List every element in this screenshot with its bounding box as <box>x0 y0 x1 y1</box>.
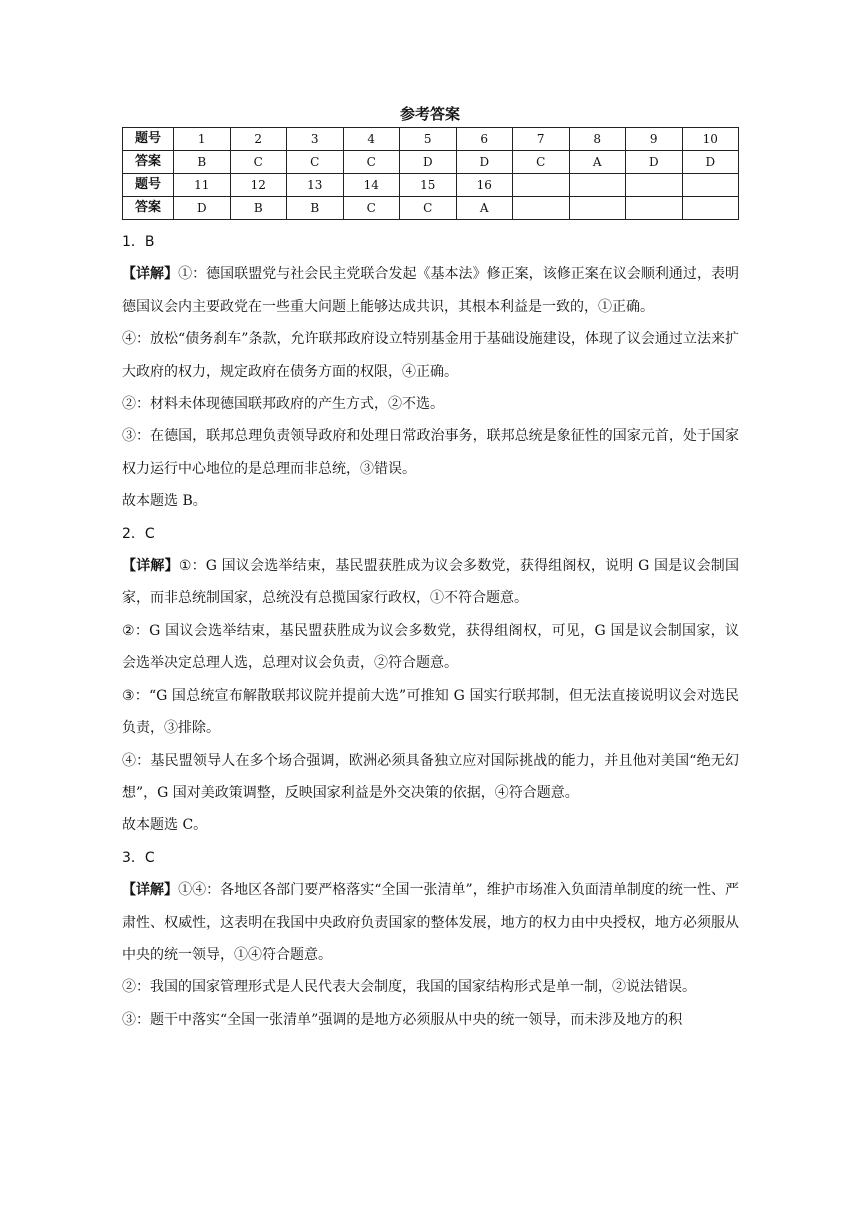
q1-heading: 1．B <box>122 234 155 250</box>
table-cell: 6 <box>456 128 513 151</box>
q2-conclusion: 故本题选 C。 <box>122 817 208 834</box>
table-row <box>123 151 739 174</box>
table-row <box>123 197 739 220</box>
table-cell: 13 <box>287 174 344 197</box>
q3-para1 <box>122 874 739 971</box>
table-cell: 9 <box>626 128 683 151</box>
table-row <box>123 128 739 151</box>
table-cell <box>569 197 626 220</box>
q2-heading: 2．C <box>122 525 155 542</box>
table-cell: D <box>456 151 513 174</box>
table-cell: 11 <box>174 174 231 197</box>
q1-para1 <box>122 258 739 323</box>
q1-para4: ③：在德国，联邦总理负责领导政府和处理日常政治事务，联邦总统是象征性的国家元首，处于国家权力运行中心地位的是总理而非总统，③错误。 <box>122 428 739 477</box>
q3-para2: ②：我国的国家管理形式是人民代表大会制度，我国的国家结构形式是单一制，②说法错误。 <box>122 979 696 996</box>
table-cell <box>513 174 570 197</box>
table-cell: B <box>230 197 287 220</box>
table-cell: C <box>400 197 457 220</box>
q2-para4: ④：基民盟领导人在多个场合强调，欧洲必须具备独立应对国际挑战的能力，并且他对美国“绝无幻想”，G 国对美政策调整，反映国家利益是外交决策的依据，④符合题意。 <box>122 752 739 801</box>
table-cell: 16 <box>456 174 513 197</box>
table-cell: C <box>513 151 570 174</box>
table-cell: 12 <box>230 174 287 197</box>
q3-para1-text: ①④：各地区各部门要严格落实“全国一张清单”，维护市场准入负面清单制度的统一性、严肃性、权威性，这表明在我国中央政府负责国家的整体发展，地方的权力由中央授权，地方必须服从中央的统一领导，①④符合题意。 <box>122 882 739 963</box>
table-cell: 7 <box>513 128 570 151</box>
table-cell: 4 <box>343 128 400 151</box>
table-cell: 3 <box>287 128 344 151</box>
table-row-header: 答案 <box>123 151 174 174</box>
q2-detail-tag: 【详解】 <box>122 558 179 575</box>
q1-conclusion: 故本题选 B。 <box>122 493 207 510</box>
answer-table <box>122 127 739 220</box>
table-row-header: 题号 <box>123 128 174 151</box>
table-cell: D <box>626 151 683 174</box>
table-cell: 1 <box>174 128 231 151</box>
q1-para3: ②：材料未体现德国联邦政府的产生方式，②不选。 <box>122 396 444 413</box>
q2-para2: ②：G 国议会选举结束，基民盟获胜成为议会多数党，获得组阁权，可见，G 国是议会制国家，议会选举决定总理人选，总理对议会负责，②符合题意。 <box>122 622 739 672</box>
table-cell: 8 <box>569 128 626 151</box>
table-cell <box>513 197 570 220</box>
q3-heading: 3．C <box>122 849 155 866</box>
table-cell: C <box>230 151 287 174</box>
table-cell <box>569 174 626 197</box>
q1-para1-text: ①：德国联盟党与社会民主党联合发起《基本法》修正案，该修正案在议会顺利通过，表明德国议会内主要政党在一些重大问题上能够达成共识，其根本利益是一致的，①正确。 <box>122 266 739 315</box>
table-cell: C <box>343 197 400 220</box>
table-cell: 14 <box>343 174 400 197</box>
table-cell: B <box>174 151 231 174</box>
table-cell: A <box>569 151 626 174</box>
table-cell: D <box>682 151 739 174</box>
table-cell: 5 <box>400 128 457 151</box>
table-cell: D <box>174 197 231 220</box>
table-cell: 10 <box>682 128 739 151</box>
explanations <box>122 226 739 1036</box>
q3-para3: ③：题干中落实“全国一张清单”强调的是地方必须服从中央的统一领导，而未涉及地方的积 <box>122 1011 683 1028</box>
q2-para1-text: ①：G 国议会选举结束，基民盟获胜成为议会多数党，获得组阁权，说明 G 国是议会制国家，而非总统制国家，总统没有总揽国家行政权，①不符合题意。 <box>122 558 739 607</box>
table-cell: D <box>400 151 457 174</box>
q3-detail-tag: 【详解】 <box>122 882 179 899</box>
q2-para3: ③：“G 国总统宣布解散联邦议院并提前大选”可推知 G 国实行联邦制，但无法直接说明议会对选民负责，③排除。 <box>122 687 739 737</box>
table-cell: C <box>343 151 400 174</box>
answer-table-body <box>123 128 739 220</box>
table-cell <box>682 174 739 197</box>
q1-detail-tag: 【详解】 <box>122 266 179 283</box>
table-cell: A <box>456 197 513 220</box>
table-cell: 2 <box>230 128 287 151</box>
table-cell: C <box>287 151 344 174</box>
table-row-header: 答案 <box>123 197 174 220</box>
table-row-header: 题号 <box>123 174 174 197</box>
page-title: 参考答案 <box>399 105 460 123</box>
table-cell <box>626 197 683 220</box>
q1-para2: ④：放松“债务刹车”条款，允许联邦政府设立特别基金用于基础设施建设，体现了议会通过立法来扩大政府的权力，规定政府在债务方面的权限，④正确。 <box>122 331 739 380</box>
table-cell <box>626 174 683 197</box>
table-cell: B <box>287 197 344 220</box>
table-cell <box>682 197 739 220</box>
table-cell: 15 <box>400 174 457 197</box>
table-row <box>123 174 739 197</box>
q2-para1 <box>122 550 739 615</box>
